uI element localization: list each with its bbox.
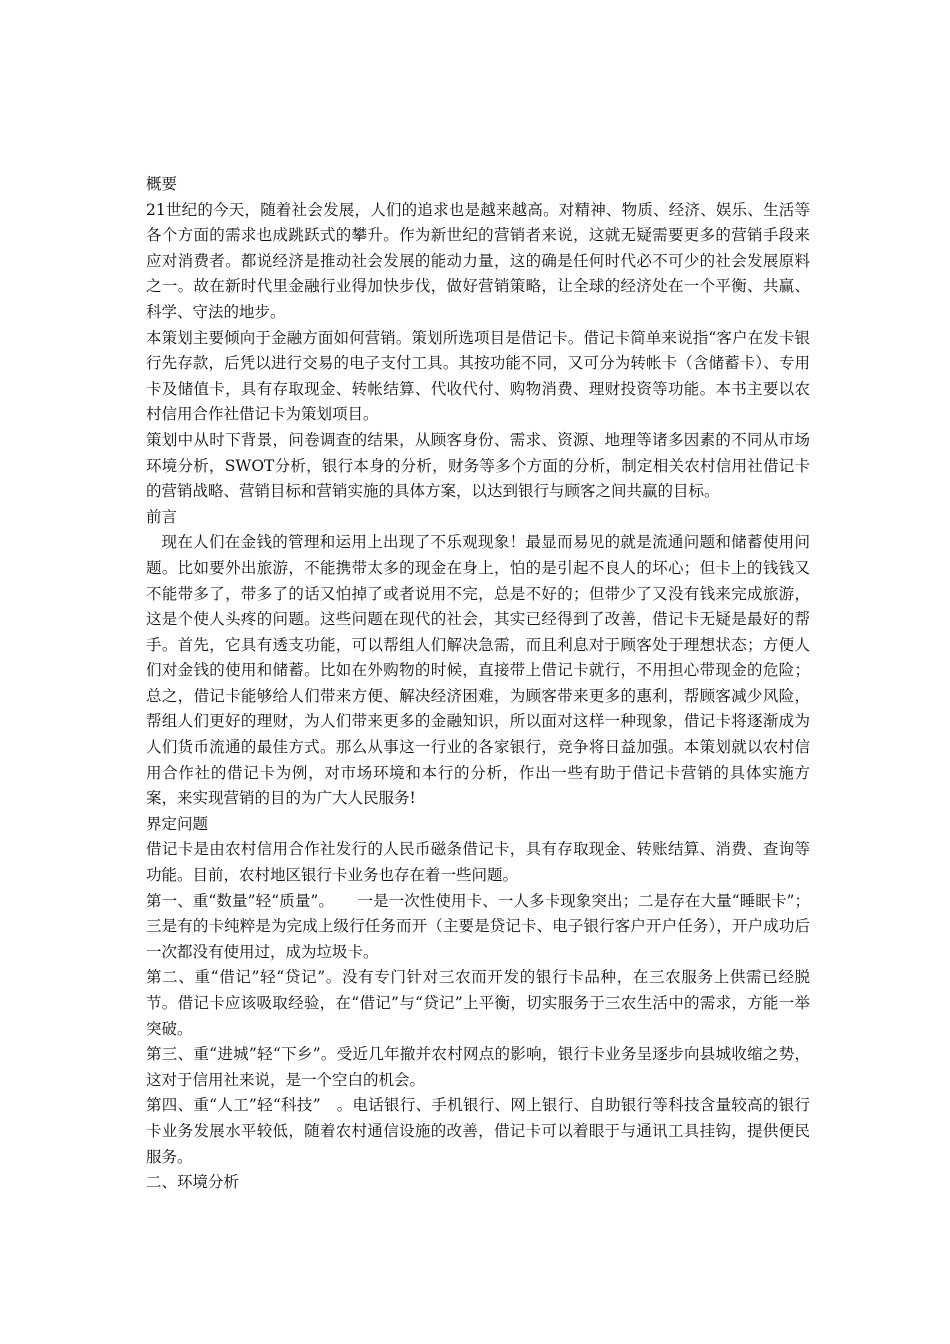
summary-paragraph-2: 本策划主要倾向于金融方面如何营销。策划所选项目是借记卡。借记卡简单来说指“客户在发卡银行先存款，后凭以进行交易的电子支付工具。其按功能不同，又可分为转帐卡（含储蓄卡）、专用卡及储值卡，具有存取现金、转帐结算、代收代付、购物消费、理财投资等功能。本书主要以农村信用合作社借记卡为策划项目。 — [146, 328, 810, 424]
problem-heading: 界定问题 — [146, 814, 209, 833]
problem-paragraph-4: 第四、重“人工”轻“科技” 。电话银行、手机银行、网上银行、自助银行等科技含量较高的银行卡业务发展水平较低，随着农村通信设施的改善，借记卡可以着眼于与通讯工具挂钩，提供便民服务。 — [146, 1096, 810, 1166]
problem-paragraph-2: 第二、重“借记”轻“贷记”。没有专门针对三农而开发的银行卡品种，在三农服务上供需已经脱节。借记卡应该吸取经验，在“借记”与“贷记”上平衡，切实服务于三农生活中的需求，方能一举突破。 — [146, 968, 810, 1038]
summary-paragraph-3: 策划中从时下背景，问卷调查的结果，从顾客身份、需求、资源、地理等诸多因素的不同从市场环境分析，SWOT分析，银行本身的分析，财务等多个方面的分析，制定相关农村信用社借记卡的营销战略、营销目标和营销实施的具体方案，以达到银行与顾客之间共赢的目标。 — [146, 430, 810, 501]
preface-heading: 前言 — [146, 507, 178, 526]
environment-heading: 二、环境分析 — [146, 1173, 240, 1192]
problem-paragraph-1: 第一、重“数量”轻“质量”。 一是一次性使用卡、一人多卡现象突出；二是存在大量“睡眠卡”；三是有的卡纯粹是为完成上级行任务而开（主要是贷记卡、电子银行客户开户任务），开户成功后一次都没有使用过，成为垃圾卡。 — [146, 891, 810, 961]
document-page — [146, 172, 810, 1196]
preface-paragraph: 现在人们在金钱的管理和运用上出现了不乐观现象！最显而易见的就是流通问题和储蓄使用问题。比如要外出旅游，不能携带太多的现金在身上，怕的是引起不良人的坏心；但卡上的钱钱又不能带多了，带多了的话又怕掉了或者说用不完，总是不好的；但带少了又没有钱来完成旅游，这是个使人头疼的问题。这些问题在现代的社会，其实已经得到了改善，借记卡无疑是最好的帮手。首先，它具有透支功能，可以帮组人们解决急需，而且利息对于顾客处于理想状态；方便人们对金钱的使用和储蓄。比如在外购物的时候，直接带上借记卡就行，不用担心带现金的危险；总之，借记卡能够给人们带来方便、解决经济困难，为顾客带来更多的惠利，帮顾客减少风险，帮组人们更好的理财，为人们带来更多的金融知识，所以面对这样一种现象，借记卡将逐渐成为人们货币流通的最佳方式。那么从事这一行业的各家银行，竞争将日益加强。本策划就以农村信用合作社的借记卡为例，对市场环境和本行的分析，作出一些有助于借记卡营销的具体实施方案，来实现营销的目的为广大人民服务! — [146, 533, 810, 808]
problem-paragraph-3: 第三、重“进城”轻“下乡”。受近几年撤并农村网点的影响，银行卡业务呈逐步向县城收缩之势，这对于信用社来说，是一个空白的机会。 — [146, 1045, 810, 1089]
problem-paragraph-intro: 借记卡是由农村信用合作社发行的人民币磁条借记卡，具有存取现金、转账结算、消费、查询等功能。目前，农村地区银行卡业务也存在着一些问题。 — [146, 840, 810, 885]
summary-heading: 概要 — [146, 175, 178, 193]
summary-paragraph-1: 21世纪的今天，随着社会发展，人们的追求也是越来越高。对精神、物质、经济、娱乐、生活等各个方面的需求也成跳跃式的攀升。作为新世纪的营销者来说，这就无疑需要更多的营销手段来应对消费者。都说经济是推动社会发展的能动力量，这的确是任何时代必不可少的社会发展原料之一。故在新时代里金融行业得加快步伐，做好营销策略，让全球的经济处在一个平衡、共赢、科学、守法的地步。 — [146, 200, 810, 321]
